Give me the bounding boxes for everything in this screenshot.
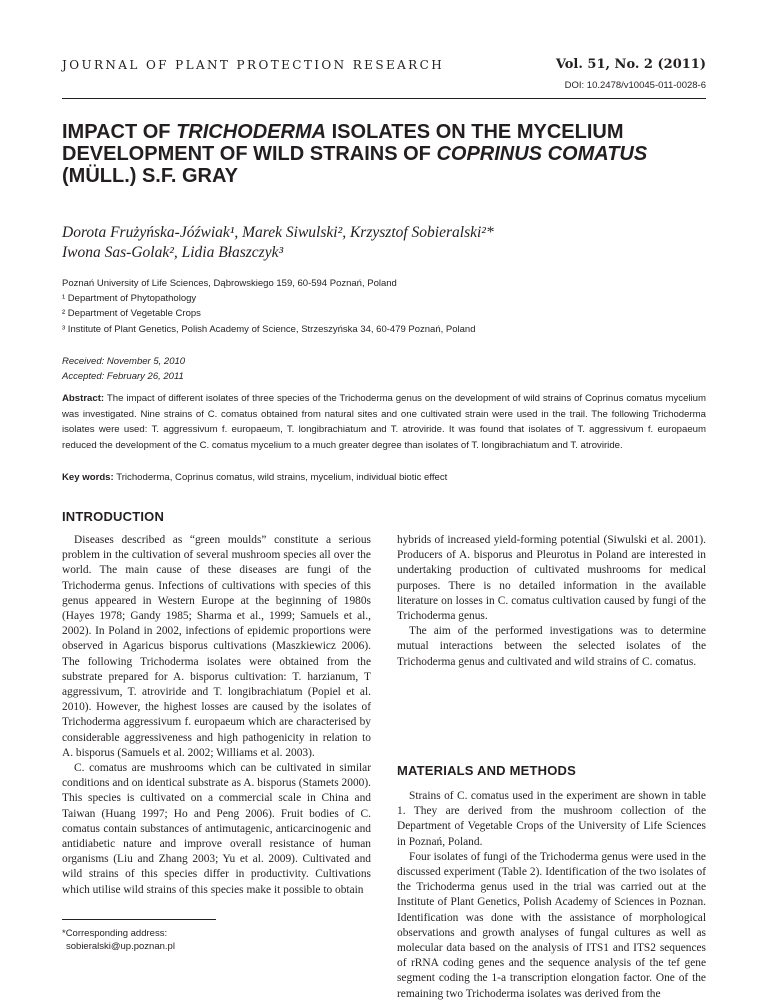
abstract (62, 391, 706, 453)
keywords (62, 472, 706, 483)
affiliation-2: ² Department of Vegetable Crops (62, 308, 201, 320)
intro-paragraph-2: C. comatus are mushrooms which can be cultivated in similar conditions and on identical substrate as A. bisporus (Stamets 2000). This species is cultivated on a commercial scale in China and Taiwan (Huang 1997; Ho and Peng 2006). Fruit bodies of C. comatus contain substances of antimutagenic, anticarcinogenic and antidiabetic nature and improve overall resistance of human organisms (Liu and Zhang 2003; Yu et al. 2009). Cultivated and wild strains of this species differ in productivity. Cultivations which utilise wild strains of this species make it possible to obtain (62, 762, 371, 896)
introduction-left-column (62, 533, 371, 898)
accepted-date: Accepted: February 26, 2011 (62, 370, 184, 382)
volume-info: Vol. 51, No. 2 (2011) (555, 57, 706, 72)
section-heading-methods: MATERIALS AND METHODS (397, 763, 576, 778)
authors-line-2: Iwona Sas-Golak², Lidia Błaszczyk³ (62, 243, 284, 261)
abstract-label: Abstract: (62, 393, 105, 404)
introduction-right-column (397, 533, 706, 670)
header-divider (62, 98, 706, 99)
affiliation-3: ³ Institute of Plant Genetics, Polish Academy of Science, Strzeszyńska 34, 60-479 Poznań, Poland (62, 323, 476, 335)
keywords-text: Trichoderma, Coprinus comatus, wild strains, mycelium, individual biotic effect (113, 472, 448, 483)
footnote-divider (62, 919, 216, 920)
footnote-label: *Corresponding address: (62, 928, 168, 939)
article-dates (62, 355, 185, 384)
methods-paragraph-1: Strains of C. comatus used in the experiment are shown in table 1. They are derived from the mushroom collection of the Department of Vegetable Crops of the University of Life Sciences in Poznań, Poland. (397, 790, 706, 848)
journal-name: JOURNAL OF PLANT PROTECTION RESEARCH (62, 58, 445, 72)
section-heading-introduction: INTRODUCTION (62, 509, 165, 524)
intro-paragraph-4: The aim of the performed investigations was to determine mutual interactions between the selected isolates of the Trichoderma genus and cultivated and wild strains of C. comatus. (397, 625, 706, 668)
received-date: Received: November 5, 2010 (62, 356, 186, 367)
footnote-email[interactable]: sobieralski@up.poznan.pl (66, 940, 175, 952)
methods-column (397, 789, 706, 1002)
intro-paragraph-1: Diseases described as “green moulds” constitute a serious problem in the cultivation of several mushroom species all over the world. The main cause of these diseases are fungi of the Trichoderma genus. Infections of cultivations with species of this genus appeared in Western Europe at the beginning of 1980s (Hayes 1978; Gandy 1985; Sharma et al., 1999; Samuels et al., 2002). In Poland in 2002, infections of epidemic proportions were observed in Agaricus bisporus cultivations (Maszkiewicz 2006). The following Trichoderma isolates were obtained from the substrate prepared for A. bisporus cultivation: T. harzianum, T aggressivum, T. atroviride and T. longibrachiatum (Popiel et al. 2010). However, the highest losses are caused by the isolates of Trichoderma aggressivum f. europaeum which are characterised by considerable aggressiveness and high pathogenicity in relation to A. bisporus (Samuels et al. 2002; Williams et al. 2003). (62, 534, 371, 759)
intro-paragraph-3: hybrids of increased yield-forming potential (Siwulski et al. 2001). Producers of A. bisporus and Pleurotus in Poland are interested in undertaking production of cultivated mushrooms for medical purposes. There is no detailed information in the available literature on losses in C. comatus cultivation caused by fungi of the Trichoderma genus. (397, 534, 706, 623)
affiliations (62, 276, 702, 337)
affiliation-main: Poznań University of Life Sciences, Dąbrowskiego 159, 60-594 Poznań, Poland (62, 278, 397, 289)
article-title: IMPACT OF TRICHODERMA ISOLATES ON THE MYCELIUM DEVELOPMENT OF WILD STRAINS OF COPRINUS COMATUS (MÜLL.) S.F. GRAY (62, 121, 648, 187)
doi[interactable]: DOI: 10.2478/v10045-011-0028-6 (564, 80, 706, 91)
abstract-text: The impact of different isolates of three species of the Trichoderma genus on the development of wild strains of Coprinus comatus mycelium was investigated. Nine strains of C. comatus obtained from natural sites and one cultivated strain were used in the trail. The following Trichoderma isolates were used: T. aggressivum f. europaeum, T. longibrachiatum and T. atroviride. It was found that isolates of T. aggressivum f. europaeum reduced the development of the C. comatus mycelium to a much greater degree than isolates of T. longibrachiatum and T. atroviride. (62, 393, 706, 451)
authors (62, 223, 702, 262)
authors-line-1: Dorota Frużyńska-Jóźwiak¹, Marek Siwulski², Krzysztof Sobieralski²* (62, 224, 494, 241)
methods-paragraph-2: Four isolates of fungi of the Trichoderma genus were used in the discussed experiment (Table 2). Identification of the two isolates of the Trichoderma genus used in the trial was carried out at the Institute of Plant Genetics, Polish Academy of Sciences in Poznan. Identification was done with the assistance of morphological observations and growth analyses of fungal cultures as well as molecular data based on the analysis of ITS1 and ITS2 sequences of rRNA coding genes and the sequence analysis of the tef gene segment coding the 1-a transcription elongation factor. One of the remaining two Trichoderma isolates was derived from the (397, 850, 706, 1000)
affiliation-1: ¹ Department of Phytopathology (62, 293, 197, 305)
footnote (62, 928, 175, 953)
keywords-label: Key words: (62, 472, 114, 483)
